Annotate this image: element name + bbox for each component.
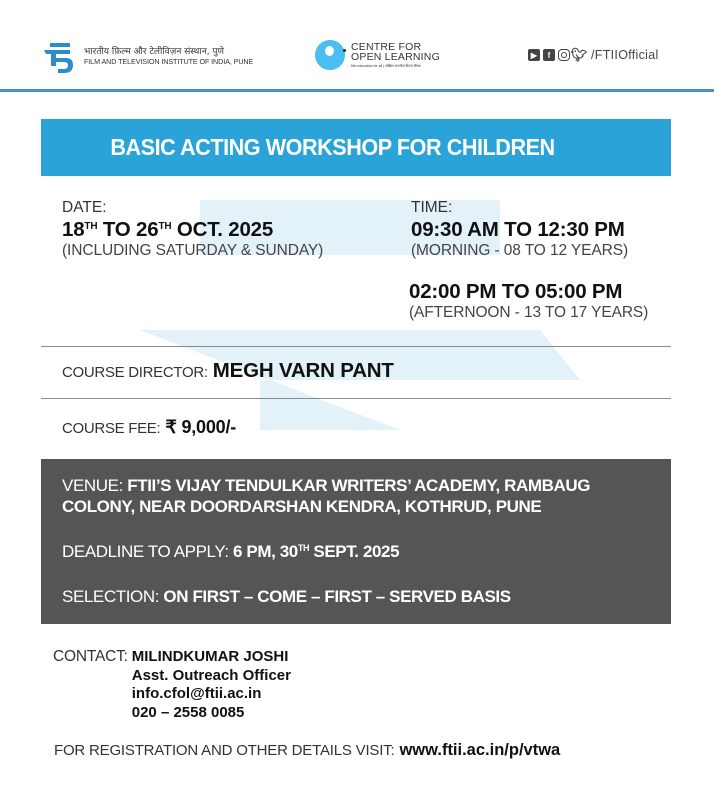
selection: SELECTION: ON FIRST – COME – FIRST – SERVED BASIS	[62, 587, 511, 606]
time-section	[411, 199, 628, 260]
course-director-row	[62, 359, 394, 383]
course-fee-value: ₹ 9,000/-	[165, 417, 237, 437]
contact-phone[interactable]: 020 – 2558 0085	[131, 703, 245, 721]
divider	[41, 398, 671, 399]
info-box	[41, 459, 671, 624]
course-fee-row	[62, 417, 236, 438]
contact-section	[53, 648, 291, 722]
contact-label: CONTACT:	[53, 648, 128, 665]
footer	[54, 741, 560, 760]
course-director-label: COURSE DIRECTOR:	[62, 364, 208, 381]
twitter-icon[interactable]: 🐦︎	[570, 47, 588, 62]
contact-designation: Asst. Outreach Officer	[131, 666, 291, 684]
page-title: BASIC ACTING WORKSHOP FOR CHILDREN	[110, 134, 556, 160]
time-label: TIME:	[411, 199, 453, 216]
morning-time: 09:30 AM TO 12:30 PM	[411, 218, 625, 241]
date-section	[62, 199, 323, 260]
youtube-icon[interactable]: ▶	[528, 49, 540, 61]
date-range: 18TH TO 26TH OCT. 2025	[62, 218, 274, 241]
divider	[41, 346, 671, 347]
afternoon-time: 02:00 PM TO 05:00 PM	[409, 280, 623, 303]
date-note: (INCLUDING SATURDAY & SUNDAY)	[62, 241, 324, 259]
venue-line-2: COLONY, NEAR DOORDARSHAN KENDRA, KOTHRUD, PUNE	[62, 497, 542, 516]
course-director-value: MEGH VARN PANT	[212, 359, 394, 382]
cfol-line-2: OPEN LEARNING	[351, 51, 440, 64]
cfol-line-1: CENTRE FOR	[351, 40, 422, 53]
ftii-english-name: FILM AND TELEVISION INSTITUTE OF INDIA, PUNE	[84, 56, 254, 66]
social-handle: /FTIIOfficial	[591, 48, 659, 62]
afternoon-note: (AFTERNOON - 13 TO 17 YEARS)	[409, 303, 649, 321]
facebook-icon[interactable]: f	[543, 49, 555, 61]
registration-link[interactable]: www.ftii.ac.in/p/vtwa	[399, 741, 561, 759]
contact-email[interactable]: info.cfol@ftii.ac.in	[131, 685, 262, 702]
venue: VENUE: FTII’S VIJAY TENDULKAR WRITERS’ ACADEMY, RAMBAUG	[62, 476, 591, 495]
date-label: DATE:	[62, 199, 107, 216]
cfol-tagline: film education for all | अखिल भारतीय फ़िल्म शिक्षा	[351, 63, 421, 68]
footer-label: FOR REGISTRATION AND OTHER DETAILS VISIT:	[54, 742, 395, 759]
contact-name: MILINDKUMAR JOSHI	[131, 648, 289, 665]
deadline: DEADLINE TO APPLY: 6 PM, 30TH SEPT. 2025	[62, 542, 400, 561]
ftii-hindi-name: भारतीय फ़िल्म और टेलीविज़न संस्थान, पुणे	[84, 47, 225, 58]
morning-note: (MORNING - 08 TO 12 YEARS)	[411, 241, 629, 259]
afternoon-slot	[409, 281, 648, 322]
course-fee-label: COURSE FEE:	[62, 420, 161, 437]
